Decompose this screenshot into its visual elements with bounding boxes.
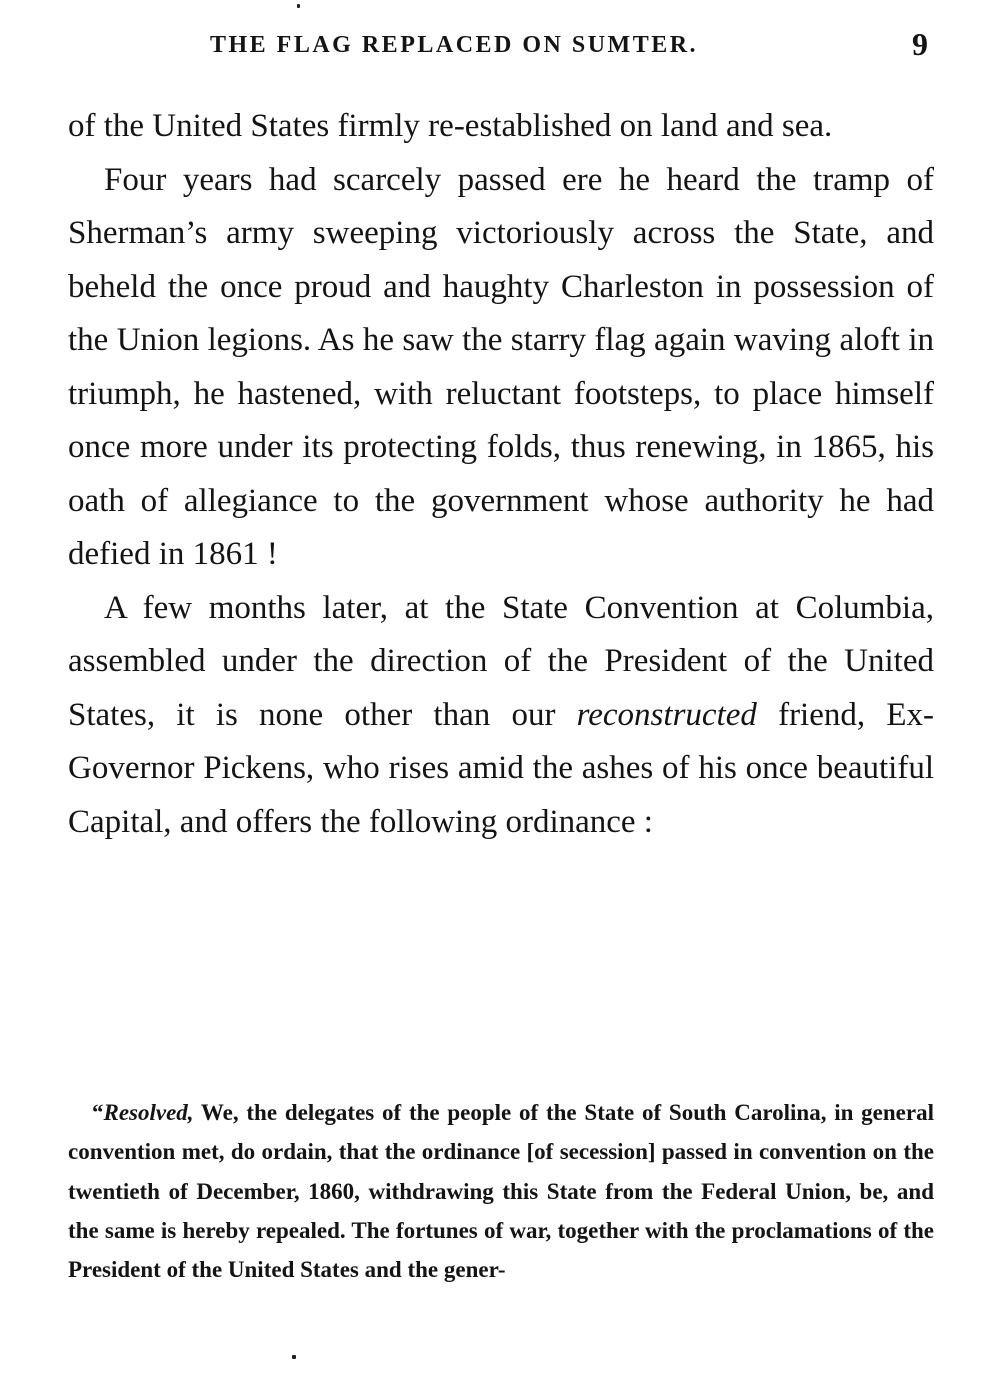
running-title: THE FLAG REPLACED ON SUMTER. bbox=[210, 32, 699, 58]
ordinance-text bbox=[68, 1093, 934, 1289]
page-header bbox=[0, 26, 1000, 66]
open-quote: “ bbox=[92, 1100, 104, 1125]
page-number: 9 bbox=[912, 26, 928, 62]
emphasis-reconstructed: reconstructed bbox=[576, 696, 757, 733]
paragraph-convention-text-end: friend, Ex-Governor Pickens, who rises amid the ashes of his once beautiful Capital, and offers the following ordinance : bbox=[68, 696, 934, 840]
paragraph-sherman: Four years had scarcely passed ere he heard the tramp of Sherman’s army sweeping victoriously across the State, and beheld the once proud and haughty Charleston in possession of the Union legions. As he saw the starry flag again waving aloft in triumph, he hastened, with reluctant footsteps, to place himself once more under its protecting folds, thus renewing, in 1865, his oath of allegiance to the government whose authority he had defied in 1861 ! bbox=[68, 161, 934, 572]
paragraph-convention-text-start: A few months later, at the State Convention at Columbia, assembled under the direction of the President of the United States, it is none other than our bbox=[68, 589, 934, 733]
print-speck-bottom bbox=[292, 1355, 296, 1359]
ordinance-body: We, the delegates of the people of the State of South Carolina, in general convention met, do ordain, that the ordinance [of secession] passed in convention on the twentieth of December, 1860, withdrawing this State from the Federal Union, be, and the same is hereby repealed. The fortunes of war, together with the proclamations of the President of the United States and the gener- bbox=[68, 1100, 934, 1283]
ordinance-resolved: Resolved, bbox=[103, 1100, 194, 1125]
print-speck-top bbox=[297, 4, 300, 8]
body-text bbox=[68, 100, 934, 849]
paragraph-continuation: of the United States firmly re-established on land and sea. bbox=[68, 108, 833, 144]
paragraph-convention bbox=[68, 582, 934, 850]
quoted-ordinance bbox=[68, 1093, 934, 1289]
